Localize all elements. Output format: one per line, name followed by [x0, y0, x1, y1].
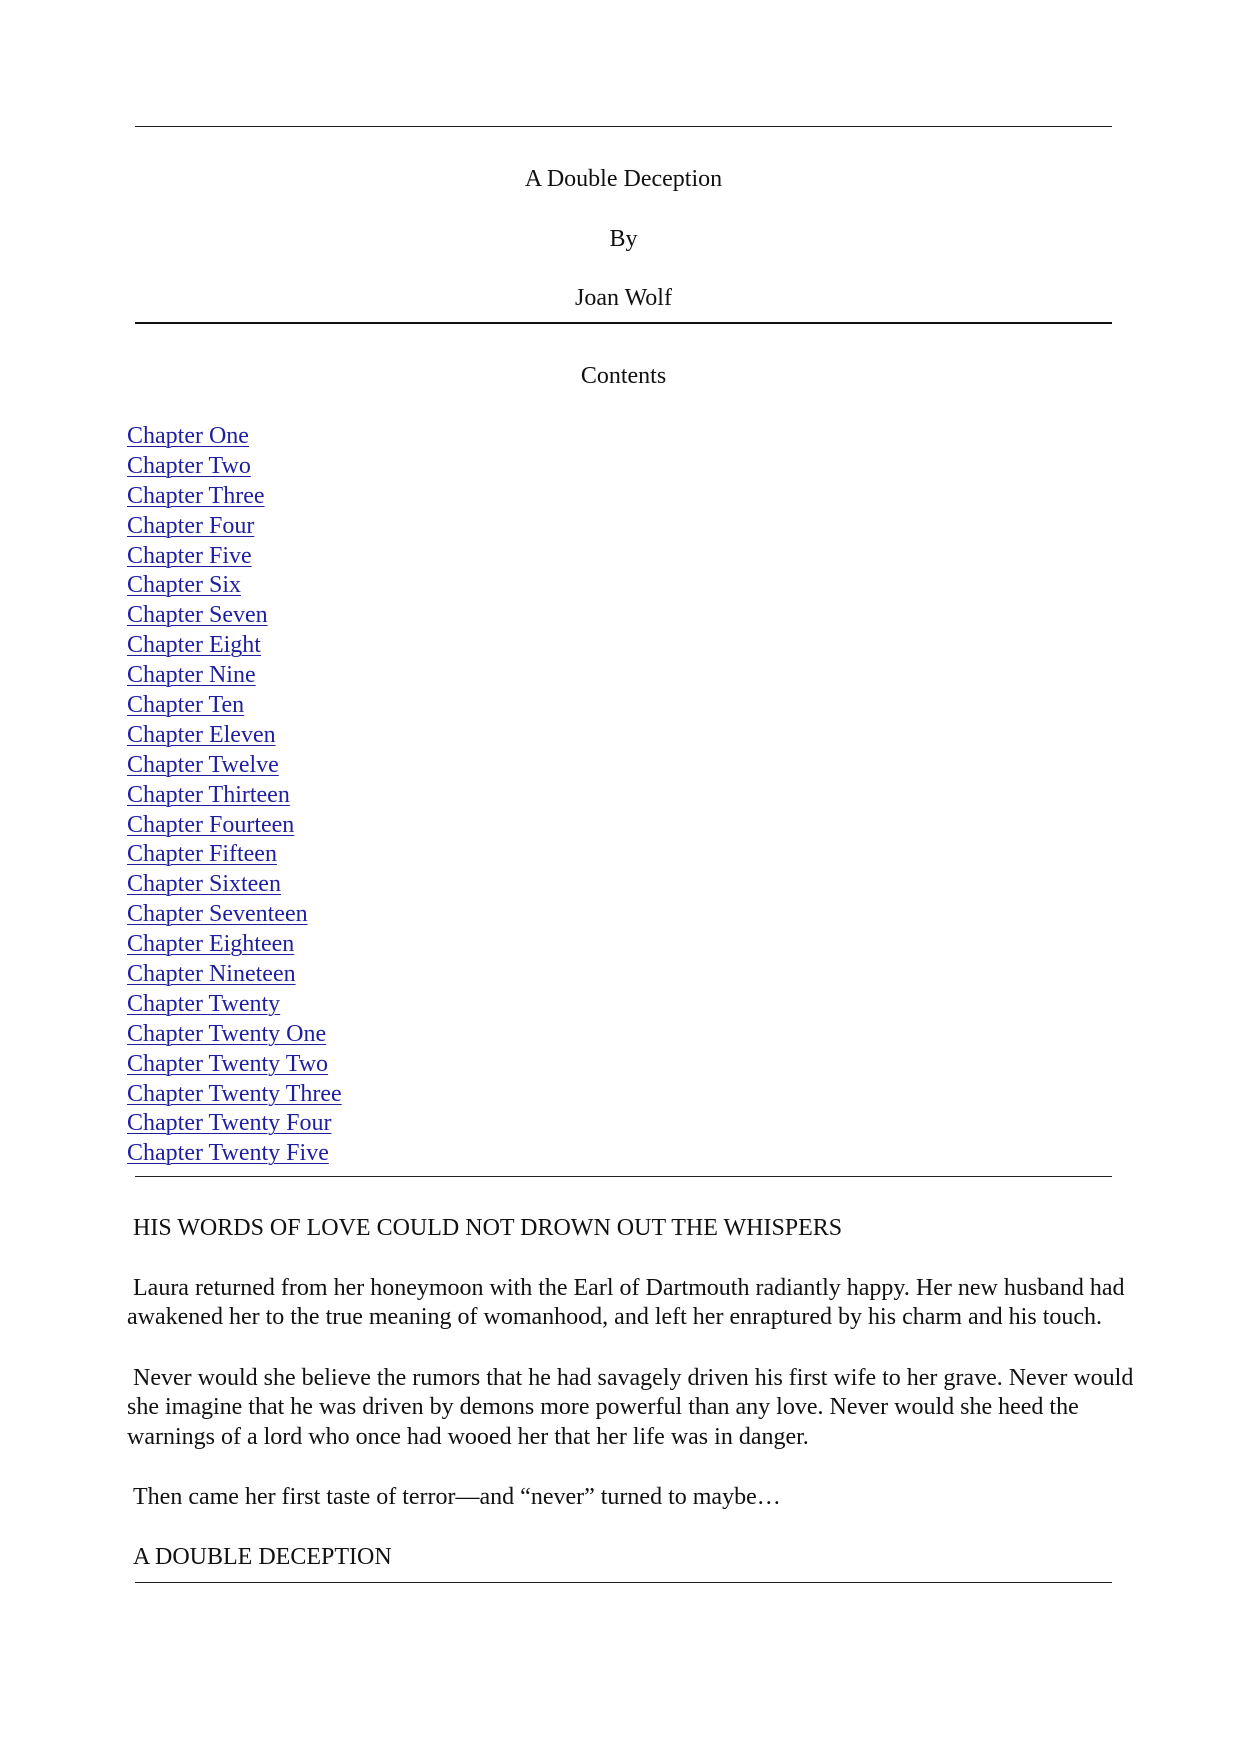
- blurb-paragraph-2-line-3: warnings of a lord who once had wooed her that her life was in danger.: [127, 1424, 809, 1450]
- chapter-link-5[interactable]: Chapter Five: [127, 542, 252, 569]
- book-title: A Double Deception: [524, 166, 723, 192]
- chapter-link-3[interactable]: Chapter Three: [127, 482, 265, 509]
- toc-item: [127, 900, 342, 930]
- toc-item: [127, 960, 342, 990]
- blurb-paragraph-2-line-1: Never would she believe the rumors that he had savagely driven his first wife to her grave. Never would: [133, 1365, 1134, 1391]
- toc-item: [127, 1050, 342, 1080]
- chapter-link-22[interactable]: Chapter Twenty Two: [127, 1050, 329, 1077]
- chapter-link-16[interactable]: Chapter Sixteen: [127, 871, 281, 898]
- toc-item: [127, 601, 342, 631]
- toc-item: [127, 512, 342, 542]
- table-of-contents: [127, 422, 342, 1169]
- chapter-link-4[interactable]: Chapter Four: [127, 512, 255, 539]
- byline-label: By: [609, 226, 638, 252]
- author-name: Joan Wolf: [575, 285, 672, 311]
- blurb-paragraph-2-line-2: she imagine that he was driven by demons more powerful than any love. Never would she heed the: [127, 1394, 1079, 1420]
- chapter-link-20[interactable]: Chapter Twenty: [127, 990, 281, 1017]
- toc-item: [127, 990, 342, 1020]
- toc-item: [127, 1020, 342, 1050]
- chapter-link-18[interactable]: Chapter Eighteen: [127, 931, 295, 958]
- toc-item: [127, 691, 342, 721]
- toc-item: [127, 870, 342, 900]
- chapter-link-25[interactable]: Chapter Twenty Five: [127, 1140, 329, 1167]
- bottom-divider: [135, 1582, 1112, 1583]
- blurb-paragraph-1-line-1: Laura returned from her honeymoon with the Earl of Dartmouth radiantly happy. Her new husband had: [133, 1275, 1125, 1301]
- contents-divider: [135, 1176, 1112, 1177]
- chapter-link-23[interactable]: Chapter Twenty Three: [127, 1080, 342, 1107]
- chapter-link-2[interactable]: Chapter Two: [127, 452, 251, 479]
- chapter-link-24[interactable]: Chapter Twenty Four: [127, 1110, 332, 1137]
- header-divider: [135, 322, 1112, 324]
- chapter-link-7[interactable]: Chapter Seven: [127, 602, 268, 629]
- toc-item: [127, 811, 342, 841]
- toc-item: [127, 930, 342, 960]
- toc-item: [127, 452, 342, 482]
- chapter-link-19[interactable]: Chapter Nineteen: [127, 961, 296, 988]
- toc-item: [127, 721, 342, 751]
- toc-item: [127, 1109, 342, 1139]
- blurb-paragraph-3: Then came her first taste of terror—and “never” turned to maybe…: [133, 1484, 781, 1510]
- chapter-link-9[interactable]: Chapter Nine: [127, 662, 256, 689]
- chapter-link-8[interactable]: Chapter Eight: [127, 632, 261, 659]
- chapter-link-14[interactable]: Chapter Fourteen: [127, 811, 295, 838]
- closing-title: A DOUBLE DECEPTION: [133, 1544, 392, 1570]
- contents-heading: Contents: [580, 363, 667, 389]
- toc-item: [127, 840, 342, 870]
- chapter-link-1[interactable]: Chapter One: [127, 423, 249, 449]
- toc-item: [127, 1080, 342, 1110]
- toc-item: [127, 571, 342, 601]
- chapter-link-13[interactable]: Chapter Thirteen: [127, 781, 290, 808]
- chapter-link-12[interactable]: Chapter Twelve: [127, 751, 279, 778]
- toc-item: [127, 661, 342, 691]
- toc-item: [127, 542, 342, 572]
- toc-item: [127, 631, 342, 661]
- toc-item: [127, 1139, 342, 1169]
- top-divider: [135, 126, 1112, 127]
- toc-item: [127, 781, 342, 811]
- chapter-link-21[interactable]: Chapter Twenty One: [127, 1020, 327, 1047]
- chapter-link-17[interactable]: Chapter Seventeen: [127, 901, 308, 928]
- blurb-paragraph-1-line-2: awakened her to the true meaning of womanhood, and left her enraptured by his charm and his touch.: [127, 1304, 1103, 1330]
- chapter-link-6[interactable]: Chapter Six: [127, 572, 241, 599]
- toc-item: [127, 751, 342, 781]
- chapter-link-11[interactable]: Chapter Eleven: [127, 721, 276, 748]
- chapter-link-15[interactable]: Chapter Fifteen: [127, 841, 277, 868]
- blurb-tagline: HIS WORDS OF LOVE COULD NOT DROWN OUT THE WHISPERS: [133, 1215, 843, 1241]
- toc-item: [127, 422, 342, 452]
- toc-item: [127, 482, 342, 512]
- chapter-link-10[interactable]: Chapter Ten: [127, 692, 245, 719]
